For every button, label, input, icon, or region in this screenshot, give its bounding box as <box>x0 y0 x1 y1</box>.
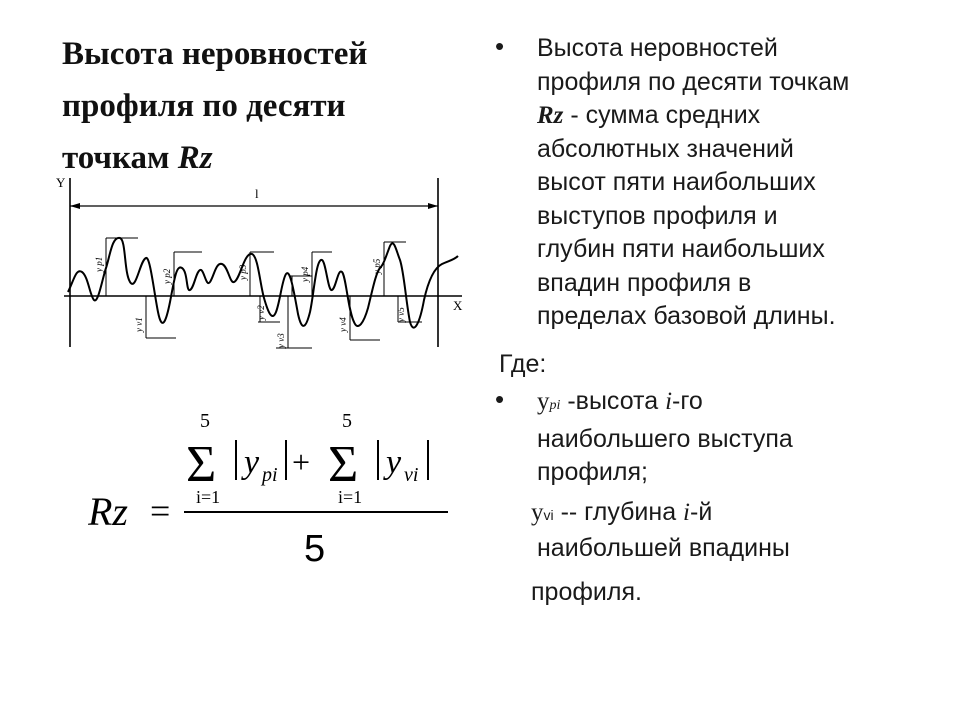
denominator: 5 <box>304 528 326 570</box>
rz-formula <box>88 405 468 575</box>
label-yv5: y v5 <box>396 307 406 322</box>
yp-i: i <box>665 388 673 415</box>
yp-text-b: -го <box>672 387 703 415</box>
yv-i: i <box>683 498 690 526</box>
def-line-1: Высота неровностей <box>537 34 778 62</box>
yv-block <box>495 496 935 566</box>
term2-sub: vi <box>404 464 419 486</box>
arrow-right-icon <box>428 203 438 209</box>
x-axis-label: X <box>453 298 463 313</box>
yp-symbol: y <box>537 388 550 415</box>
yp-sub: pi <box>549 398 561 413</box>
yv-text-a: -- глубина <box>553 497 684 526</box>
yv-sub: vi <box>543 506 554 523</box>
def-line-5: высот пяти наибольших <box>537 168 816 196</box>
def-line-3-text: - сумма средних <box>563 101 761 129</box>
sum2-sigma: Σ <box>328 436 359 493</box>
def-line-6: выступов профиля и <box>537 201 778 230</box>
sum2-lower: i=1 <box>338 487 363 507</box>
bullet-dot-icon: • <box>495 31 505 61</box>
yp-line-3: профиля; <box>537 458 648 486</box>
where-label: Где: <box>499 349 547 378</box>
label-yp2: y p2 <box>162 268 172 284</box>
yp-bullet <box>495 385 935 490</box>
sum1-lower: i=1 <box>196 487 221 507</box>
yv-symbol: y <box>531 498 544 526</box>
def-line-7: глубин пяти наибольших <box>537 235 825 263</box>
def-line-2: профиля по десяти точкам <box>537 67 850 96</box>
title-line-2: профиля по десяти <box>62 88 346 124</box>
bullet-dot-icon: • <box>495 384 505 414</box>
label-yv2: y v2 <box>256 305 266 320</box>
label-yp1: y p1 <box>94 256 104 272</box>
label-yp4: y p4 <box>300 266 310 282</box>
plus-sign: + <box>292 444 311 480</box>
title-line-1: Высота неровностей <box>62 36 368 72</box>
yv-line-2: наибольшей впадины <box>537 534 790 562</box>
def-rz-symbol: Rz <box>537 102 564 129</box>
sum1-sigma: Σ <box>186 436 217 493</box>
definition-panel <box>495 32 935 609</box>
label-yp5: y p5 <box>372 258 382 274</box>
equals-sign: = <box>150 491 171 531</box>
def-line-3 <box>537 99 935 133</box>
roughness-profile-diagram <box>50 172 470 362</box>
yv-text-b: -й <box>690 497 713 526</box>
term1-sub: pi <box>262 464 278 486</box>
def-line-9: пределах базовой длины. <box>537 302 836 330</box>
reference-lines <box>106 238 422 348</box>
def-line-8: впадин профиля в <box>537 268 752 297</box>
label-yv1: y v1 <box>134 317 144 332</box>
term2-var: y <box>386 444 402 481</box>
slide-title <box>62 28 442 184</box>
definition-bullet <box>495 32 935 334</box>
y-axis-label: Y <box>56 175 66 190</box>
label-yv3: y v3 <box>276 333 286 348</box>
yp-line-2: наибольшего выступа <box>537 424 793 453</box>
def-line-4: абсолютных значений <box>537 134 794 163</box>
title-rz-symbol: Rz <box>177 140 213 176</box>
arrow-left-icon <box>70 203 80 209</box>
yv-line-1 <box>531 496 935 533</box>
label-yp3: y p3 <box>238 264 248 280</box>
term1-var: y <box>244 444 260 481</box>
sum2-upper: 5 <box>342 410 352 432</box>
title-line-3-text: точкам <box>62 140 178 176</box>
base-length-label: l <box>255 186 259 201</box>
yv-line-3: профиля. <box>531 577 642 606</box>
formula-lhs: Rz <box>88 489 128 534</box>
label-yv4: y v4 <box>338 317 348 332</box>
yp-text-a: -высота <box>560 387 666 415</box>
yp-line-1 <box>537 385 935 423</box>
sum1-upper: 5 <box>200 410 210 432</box>
